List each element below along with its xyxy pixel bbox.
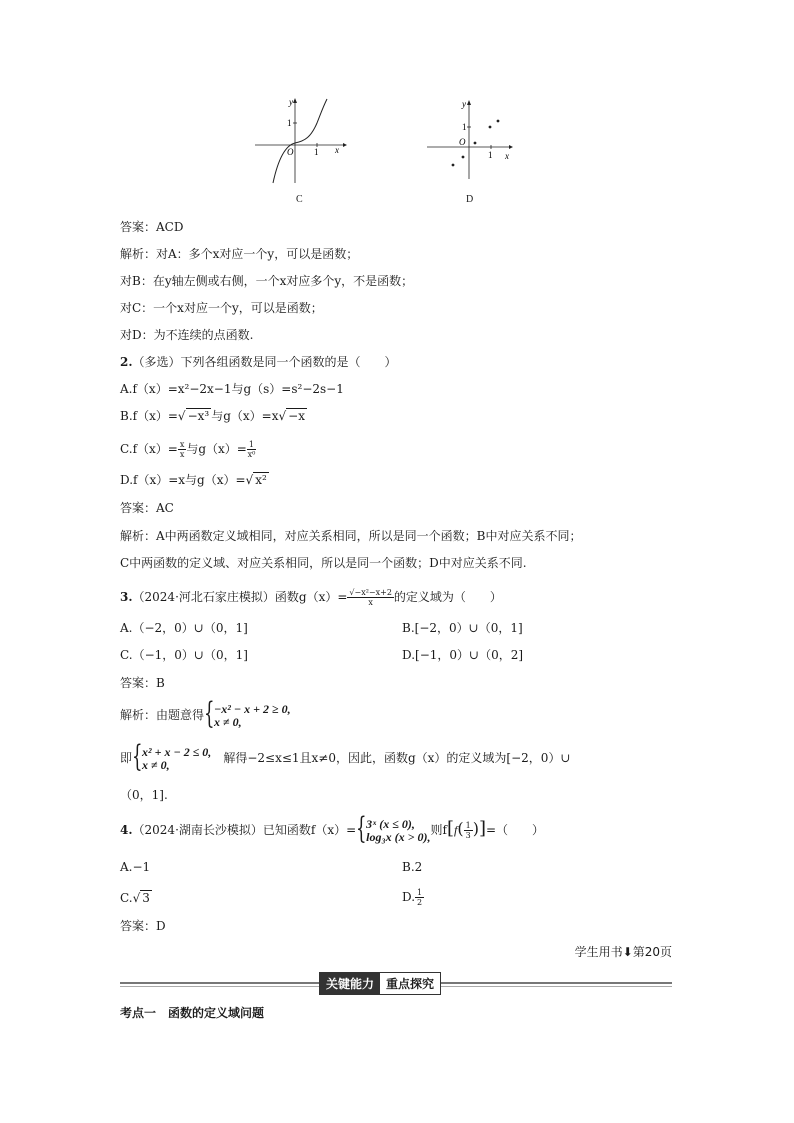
figure-c [255, 95, 355, 185]
figure-d [425, 95, 525, 185]
q2-b-radicand1: −x³ [187, 409, 210, 423]
q4-piece-row1: 3ˣ (x ≤ 0), [366, 816, 415, 831]
d-tick-x1: 1 [488, 150, 493, 160]
q3-frac [347, 588, 394, 607]
q2-c-den2: x⁰ [247, 450, 256, 459]
q2-c-num1: x [179, 440, 185, 449]
q4-option-d [402, 888, 424, 907]
q3-system-1-row2: x ≠ 0, [214, 714, 242, 729]
q4-number: 4. [120, 823, 133, 837]
q2-c-mid: 与g（x）= [186, 442, 247, 456]
q3-system-1-row1: −x² − x + 2 ≥ 0, [214, 701, 291, 716]
q4-frac-den: 3 [465, 831, 471, 840]
page-reference: 学生用书⬇第20页 [574, 945, 672, 959]
c-origin: O [287, 147, 294, 157]
q4-stem-pre: （2024·湖南长沙模拟）已知函数f（x）= [132, 823, 357, 837]
q3-stem-pre: （2024·河北石家庄模拟）函数g（x）= [132, 590, 348, 604]
q3-option-c: C.（−1，0）∪（0，1] [120, 648, 248, 662]
q2-d-radicand: x² [255, 473, 267, 487]
section-title: 考点一 函数的定义域问题 [120, 1006, 265, 1020]
q1-analysis-c: 对C：一个x对应一个y，可以是函数； [120, 301, 323, 315]
q4-option-c: C.√ 3 [120, 891, 150, 905]
c-tick-x1: 1 [314, 147, 319, 157]
q4-frac [464, 821, 473, 840]
graph-d-svg [425, 95, 525, 185]
q4-frac-num: 1 [465, 821, 471, 830]
d-tick-y1: 1 [462, 122, 467, 132]
q2-b-pre: B.f（x）= [120, 409, 178, 423]
q2-stem-text: （多选）下列各组函数是同一个函数的是（ ） [132, 355, 397, 369]
d-axis-y: y [462, 99, 466, 109]
section-banner [319, 972, 441, 995]
q3-analysis-1 [120, 695, 291, 731]
q4-stem-post: =（ ） [485, 823, 545, 837]
q4-d-pre: D. [402, 890, 416, 904]
q2-c-pre: C.f（x）= [120, 442, 178, 456]
banner-right: 重点探究 [386, 977, 435, 991]
q3-option-b: B.[−2，0）∪（0，1] [402, 621, 523, 635]
q4-stem: 4.（2024·湖南长沙模拟）已知函数f（x）= { 3ˣ (x ≤ 0), log₃x (x > 0), 则f[f( $\frac{1}{3}$ )]=（ ） [120, 810, 545, 846]
q1-answer: 答案：ACD [120, 220, 184, 234]
q2-b-mid: 与g（x）=x [211, 409, 279, 423]
q4-c-radicand: 3 [142, 891, 150, 905]
q1-analysis-a: 解析：对A：多个x对应一个y，可以是函数； [120, 247, 359, 261]
q4-c-pre: C. [120, 891, 133, 905]
q3-system-2-row1: x² + x − 2 ≤ 0, [142, 744, 212, 759]
q3-analysis-2 [120, 738, 571, 774]
graph-c-svg [255, 95, 355, 185]
q3-frac-num: √−x²−x+2 [349, 588, 392, 597]
d-axis-x: x [505, 151, 509, 161]
figure-c-label: C [296, 194, 303, 205]
q2-answer: 答案：AC [120, 501, 174, 515]
c-axis-x: x [335, 145, 339, 155]
q3-analysis-end: （0，1]. [120, 788, 168, 802]
c-tick-y1: 1 [287, 118, 292, 128]
q3-stem [120, 588, 502, 607]
q4-d-num: 1 [417, 888, 423, 897]
q4-option-a: A.−1 [120, 860, 151, 874]
q3-ji: 即 [120, 751, 133, 765]
q2-number: 2. [120, 355, 133, 369]
q2-analysis-1: 解析：A中两函数定义域相同，对应关系相同，所以是同一个函数；B中对应关系不同； [120, 529, 582, 543]
q2-option-d: D.f（x）=x与g（x）=√ x² [120, 473, 267, 487]
q3-answer: 答案：B [120, 676, 165, 690]
q4-d-frac [415, 888, 424, 907]
q4-piece-row2: log₃x (x > 0), [366, 829, 431, 844]
q3-frac-den: x [368, 598, 373, 607]
q2-c-num2: 1 [248, 440, 254, 449]
q3-option-a: A.（−2，0）∪（0，1] [120, 621, 248, 635]
q2-analysis-2: C中两函数的定义域、对应关系相同，所以是同一个函数；D中对应关系不同. [120, 556, 527, 570]
q2-option-b: B.f（x）=√ −x³ 与g（x）=x√ −x [120, 409, 305, 423]
q2-option-c [120, 440, 256, 459]
q2-b-radicand2: −x [288, 409, 305, 423]
figure-d-label: D [466, 194, 474, 205]
q3-stem-post: 的定义域为（ ） [393, 590, 502, 604]
q3-option-d: D.[−1，0）∪（0，2] [402, 648, 524, 662]
q4-stem-mid: 则f [430, 823, 447, 837]
q2-option-a: A.f（x）=x²−2x−1与g（s）=s²−2s−1 [120, 382, 344, 396]
q2-c-frac2 [247, 440, 256, 459]
q1-analysis-b: 对B：在y轴左侧或右侧，一个x对应多个y，不是函数； [120, 274, 414, 288]
q3-analysis-pre: 解析：由题意得 [120, 708, 205, 722]
q4-d-den: 2 [417, 898, 423, 907]
q3-system-2-row2: x ≠ 0, [142, 757, 170, 772]
q3-analysis-post: 解得−2≤x≤1且x≠0，因此，函数g（x）的定义域为[−2，0）∪ [223, 751, 571, 765]
q4-answer: 答案：D [120, 919, 166, 933]
banner-left: 关键能力 [320, 973, 380, 994]
q2-d-pre: D.f（x）=x与g（x）= [120, 473, 246, 487]
q3-system-2: { x² + x − 2 ≤ 0, x ≠ 0, [132, 738, 212, 774]
q2-c-den1: x [179, 450, 185, 459]
d-origin: O [459, 137, 466, 147]
q4-option-b: B.2 [402, 860, 423, 874]
q4-piecewise: { 3ˣ (x ≤ 0), log₃x (x > 0), [356, 810, 431, 846]
q3-system-1: { −x² − x + 2 ≥ 0, x ≠ 0, [204, 695, 291, 731]
q3-number: 3. [120, 590, 133, 604]
c-axis-y: y [289, 97, 293, 107]
q1-analysis-d: 对D：为不连续的点函数. [120, 328, 254, 342]
q2-stem [120, 354, 397, 370]
